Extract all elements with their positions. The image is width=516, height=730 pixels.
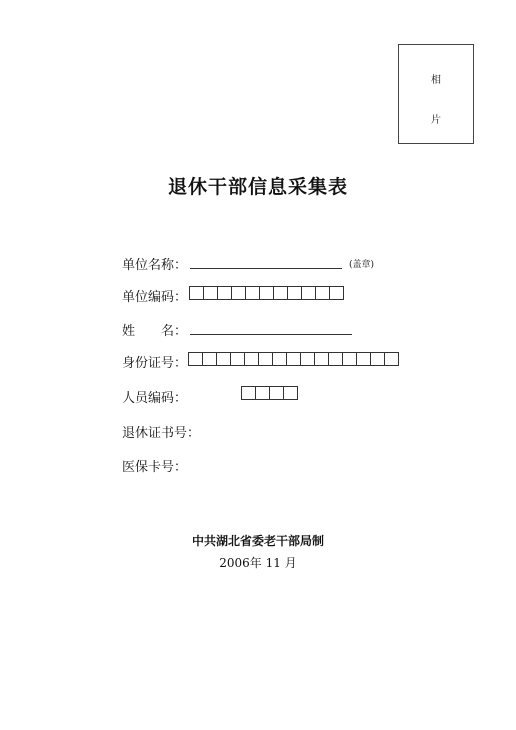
unit-code-boxes[interactable] <box>189 286 344 300</box>
photo-label-line2: 片 <box>431 115 441 126</box>
digit-box[interactable] <box>356 352 371 366</box>
digit-box[interactable] <box>315 286 330 300</box>
digit-box[interactable] <box>231 286 246 300</box>
unit-name-label: 单位名称： <box>122 258 188 273</box>
personnel-code-boxes[interactable] <box>241 386 298 400</box>
name-field[interactable] <box>190 334 352 335</box>
digit-box[interactable] <box>188 352 203 366</box>
digit-box[interactable] <box>384 352 399 366</box>
digit-box[interactable] <box>272 352 287 366</box>
digit-box[interactable] <box>314 352 329 366</box>
digit-box[interactable] <box>203 286 218 300</box>
medical-card-label: 医保卡号： <box>122 460 188 475</box>
digit-box[interactable] <box>241 386 256 400</box>
form-title: 退休干部信息采集表 <box>167 176 348 198</box>
digit-box[interactable] <box>259 286 274 300</box>
unit-name-field[interactable] <box>190 268 342 269</box>
digit-box[interactable] <box>273 286 288 300</box>
digit-box[interactable] <box>370 352 385 366</box>
photo-placeholder-box <box>398 44 474 144</box>
digit-box[interactable] <box>217 286 232 300</box>
digit-box[interactable] <box>202 352 217 366</box>
id-number-label: 身份证号： <box>122 356 188 371</box>
stamp-note: (盖章) <box>349 260 375 270</box>
issue-date: 2006年 11 月 <box>219 556 297 570</box>
digit-box[interactable] <box>328 352 343 366</box>
issuing-organization: 中共湖北省委老干部局制 <box>191 534 324 548</box>
digit-box[interactable] <box>189 286 204 300</box>
digit-box[interactable] <box>245 286 260 300</box>
id-number-boxes[interactable] <box>188 352 399 366</box>
unit-code-label: 单位编码： <box>122 290 188 305</box>
photo-label-line1: 相 <box>431 75 441 86</box>
retirement-cert-label: 退休证书号： <box>122 426 201 441</box>
digit-box[interactable] <box>300 352 315 366</box>
personnel-code-label: 人员编码： <box>122 391 188 406</box>
digit-box[interactable] <box>329 286 344 300</box>
digit-box[interactable] <box>255 386 270 400</box>
digit-box[interactable] <box>258 352 273 366</box>
digit-box[interactable] <box>269 386 284 400</box>
digit-box[interactable] <box>342 352 357 366</box>
digit-box[interactable] <box>287 286 302 300</box>
digit-box[interactable] <box>286 352 301 366</box>
digit-box[interactable] <box>216 352 231 366</box>
name-label: 姓 名： <box>122 324 188 339</box>
digit-box[interactable] <box>301 286 316 300</box>
digit-box[interactable] <box>283 386 298 400</box>
digit-box[interactable] <box>230 352 245 366</box>
digit-box[interactable] <box>244 352 259 366</box>
